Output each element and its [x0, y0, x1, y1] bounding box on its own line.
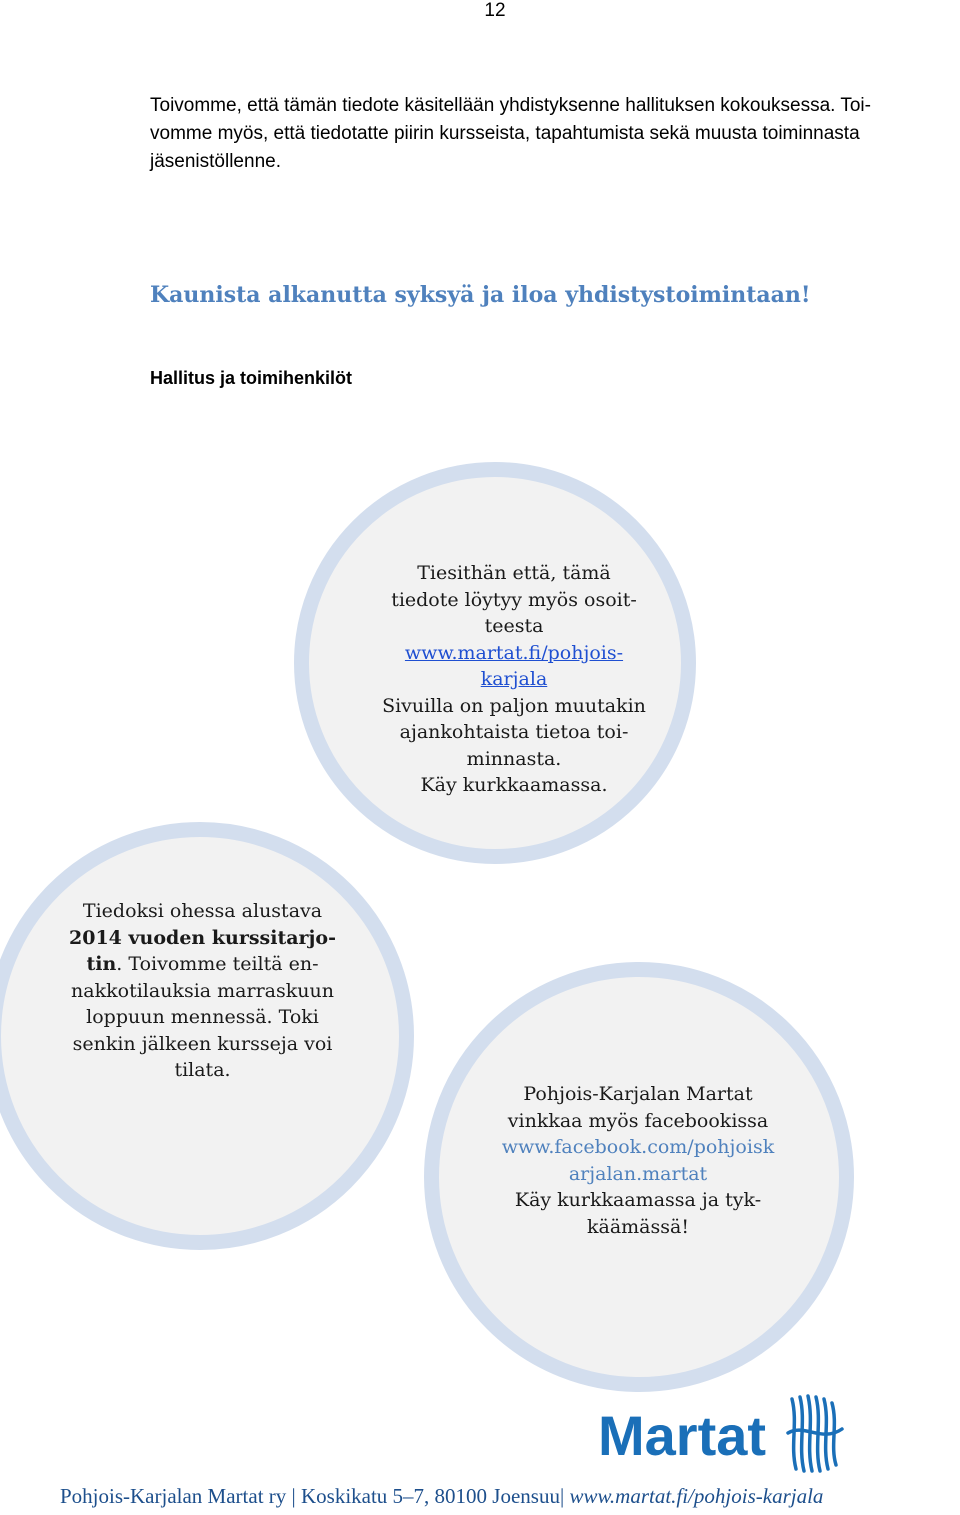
- text-line: nakkotilauksia marraskuun: [71, 979, 334, 1002]
- footer-url[interactable]: www.martat.fi/pohjois-karjala: [564, 1484, 824, 1508]
- signature-board: Hallitus ja toimihenkilöt: [150, 368, 353, 388]
- course-offer-bold: 2014 vuoden kurssitarjo-: [69, 926, 336, 949]
- text-line: käämässä!: [587, 1215, 689, 1238]
- text-line: loppuun mennessä. Toki: [86, 1006, 319, 1028]
- facebook-link[interactable]: arjalan.martat: [568, 1162, 708, 1185]
- text-line: Pohjois-Karjalan Martat: [523, 1083, 753, 1105]
- text-line: vinkkaa myös facebookissa: [507, 1109, 769, 1132]
- text-fragment: . Toivomme teiltä en-: [116, 953, 319, 975]
- text-line: minnasta.: [466, 747, 562, 770]
- greeting-headline: Kaunista alkanutta syksyä ja iloa yhdistystoimintaan!: [150, 282, 811, 308]
- intro-line: Toivomme, että tämän tiedote käsitellään yhdistyksenne hallituksen kokouksessa. Toi-: [150, 95, 871, 116]
- text-line: Sivuilla on paljon muutakin: [382, 694, 646, 717]
- address-text: Pohjois-Karjalan Martat ry | Koskikatu 5–7, 80100 Joensuu|: [60, 1484, 565, 1508]
- footer-address: [60, 1484, 860, 1509]
- text-line: ajankohtaista tietoa toi-: [399, 721, 629, 743]
- text-line: Tiedoksi ohessa alustava: [82, 900, 323, 922]
- page-number: 12: [484, 0, 506, 21]
- yarn-skein-icon: [782, 1393, 848, 1475]
- text-line: tilata.: [174, 1059, 231, 1081]
- intro-line: vomme myös, että tiedotatte piirin kursseista, tapahtumista sekä muusta toiminnasta: [150, 123, 860, 144]
- website-link[interactable]: karjala: [480, 668, 548, 690]
- course-offer-bold: tin: [86, 953, 117, 975]
- martat-logo-text: Martat: [598, 1404, 767, 1467]
- circle-right-text: [468, 1081, 808, 1240]
- text-line: Käy kurkkaamassa ja tyk-: [514, 1189, 762, 1211]
- website-link[interactable]: www.martat.fi/pohjois-: [404, 641, 624, 664]
- circle-left-text: [30, 898, 375, 1084]
- circle-top-text: [334, 560, 694, 799]
- text-line: senkin jälkeen kursseja voi: [72, 1032, 333, 1055]
- text-line: teesta: [484, 615, 544, 637]
- text-line: tiedote löytyy myös osoit-: [391, 588, 637, 611]
- text-line: Käy kurkkaamassa.: [420, 774, 608, 796]
- facebook-link[interactable]: www.facebook.com/pohjoisk: [501, 1136, 775, 1158]
- text-line: Tiesithän että, tämä: [417, 562, 611, 584]
- intro-line: jäsenistöllenne.: [150, 151, 281, 172]
- intro-paragraph: [150, 92, 960, 176]
